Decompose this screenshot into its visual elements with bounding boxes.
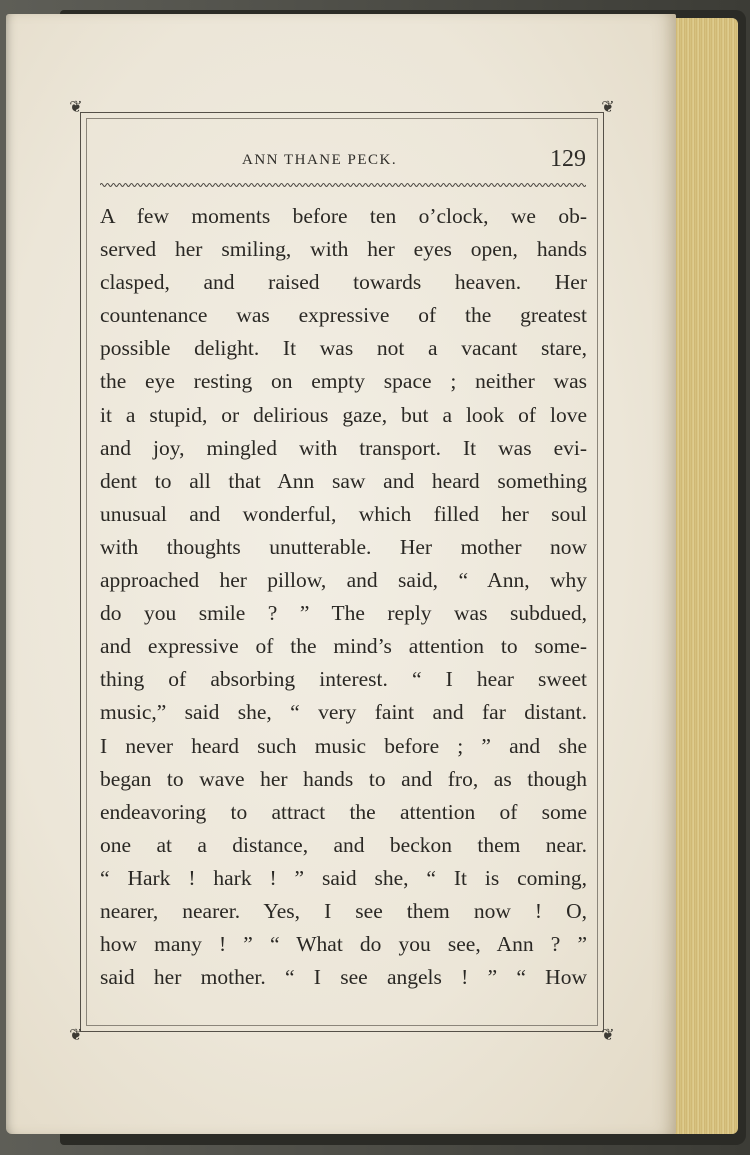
text-line: the eye resting on empty space ; neither was [100,369,587,394]
text-line: dent to all that Ann saw and heard something [100,468,587,493]
page-header [100,146,586,176]
text-line: possible delight. It was not a vacant stare, [100,336,587,361]
text-line: it a stupid, or delirious gaze, but a look of love [100,402,587,427]
text-line: endeavoring to attract the attention of some [100,799,587,824]
text-line: said her mother. “ I see angels ! ” “ How [100,965,587,990]
text-line: music,” said she, “ very faint and far distant. [100,700,587,725]
text-line: began to wave her hands to and fro, as though [100,766,587,791]
text-line: do you smile ? ” The reply was subdued, [100,601,587,626]
text-line: with thoughts unutterable. Her mother now [100,534,587,559]
text-line: served her smiling, with her eyes open, hands [100,237,587,262]
corner-ornament-icon: ❦ [601,1027,615,1044]
corner-ornament-icon: ❦ [69,1027,83,1044]
text-line: “ Hark ! hark ! ” said she, “ It is coming, [100,865,587,890]
text-line: thing of absorbing interest. “ I hear sweet [100,667,587,692]
text-line: and joy, mingled with transport. It was evi- [100,435,587,460]
running-head: ANN THANE PECK. [242,152,398,168]
wavy-rule [100,180,586,190]
text-line: how many ! ” “ What do you see, Ann ? ” [100,932,587,957]
text-line: A few moments before ten o’clock, we ob- [100,204,587,228]
text-line: countenance was expressive of the greatest [100,303,587,328]
text-line: I never heard such music before ; ” and she [100,733,587,758]
text-line: and expressive of the mind’s attention to some- [100,634,587,659]
text-line: unusual and wonderful, which filled her soul [100,501,587,526]
text-line: one at a distance, and beckon them near. [100,832,587,857]
page-number: 129 [550,146,586,172]
text-line: approached her pillow, and said, “ Ann, why [100,568,587,593]
corner-ornament-icon: ❦ [69,99,83,116]
text-line: nearer, nearer. Yes, I see them now ! O, [100,898,587,923]
text-line: clasped, and raised towards heaven. Her [100,270,587,295]
body-text [100,200,587,994]
corner-ornament-icon: ❦ [601,99,615,116]
